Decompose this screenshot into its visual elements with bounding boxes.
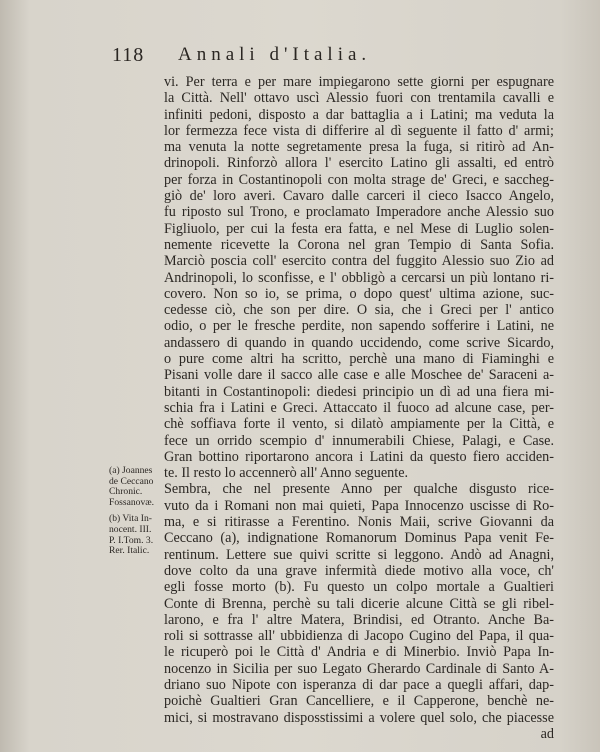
text-line: poichè Gualtieri Gran Cancelliere, e il Capperone, benchè ne- bbox=[164, 693, 554, 710]
text-line: schia fra i Latini e Greci. Attaccato il fuoco ad alcune case, per- bbox=[164, 399, 554, 416]
text-line: la Città. Nell' ottavo uscì Alessio fuori con trentamila cavalli e bbox=[164, 90, 554, 107]
text-line: chè soffiava forte il vento, si dilatò ampiamente per la Città, e bbox=[164, 416, 554, 433]
text-line: covero. Non so io, se prima, o dopo quest' ultima azione, suc- bbox=[164, 285, 554, 302]
text-line: mici, si mostravano disposstissimi a volere quel solo, che piacesse bbox=[164, 709, 554, 726]
text-line: lor fermezza fece vista di differire al dì seguente il fatto d' armi; bbox=[164, 122, 554, 139]
text-line: Figliuolo, per cui la festa era fatta, e nel Mese di Luglio solen- bbox=[164, 220, 554, 237]
text-line: Sembra, che nel presente Anno per qualche disgusto rice- bbox=[164, 481, 554, 498]
text-line: fece un orrido scempio d' innumerabili Chiese, Palagi, e Case. bbox=[164, 432, 554, 449]
text-line: cedesse ciò, che son per dire. O sia, che i Greci per l' antico bbox=[164, 302, 554, 319]
running-title: Annali d'Italia. bbox=[178, 44, 372, 65]
text-line: rentinum. Lettere sue quivi scritte si leggono. Andò ad Anagni, bbox=[164, 546, 554, 563]
note-line: (a) Joannes bbox=[109, 465, 153, 476]
text-line: te. Il resto lo accennerò all' Anno seguente. bbox=[164, 465, 409, 482]
text-line: ma venuta la notte segretamente presa la fuga, si ritirò ad An- bbox=[164, 139, 554, 156]
note-line: Rer. Italic. bbox=[109, 545, 150, 557]
text-line: dove colto da una grave infermità diede motivo alla voce, ch' bbox=[164, 562, 554, 579]
text-line: Andrinopoli, lo sconfisse, e l' obbligò a cercarsi un più lontano ri- bbox=[164, 269, 554, 286]
text-line: roli si sottrasse all' ubbidienza di Jacopo Cugino del Papa, il qua- bbox=[164, 628, 554, 645]
text-line: egli fosse morto (b). Fu questo un colpo mortale a Gualtieri bbox=[164, 579, 554, 596]
text-line: andassero di quando in quando uccidendo, come scrive Sicardo, bbox=[164, 334, 554, 351]
text-line: Marciò poscia coll' esercito contra del fuggito Alessio suo Zio ad bbox=[164, 253, 554, 270]
text-line: nocenzo in Sicilia per suo Legato Gherardo Cardinale di Santo A- bbox=[164, 660, 554, 677]
note-line: nocent. III. bbox=[109, 523, 152, 535]
text-line: Pisani volle dare il sacco alle case e alle Moschee de' Saraceni a- bbox=[164, 367, 554, 384]
text-line: infiniti pedoni, disposto a dar battaglia a i Latini; ma veduta la bbox=[164, 106, 554, 123]
marginal-note-a bbox=[109, 466, 165, 508]
note-line: P. I.Tom. 3. bbox=[109, 534, 154, 546]
note-line: de Ceccano bbox=[109, 475, 154, 487]
note-line: Chronic. bbox=[109, 486, 143, 498]
text-line: bitanti in Costantinopoli: diedesi principio un dì ad una fiera mi- bbox=[164, 383, 554, 400]
text-line: le ricuperò poi le Città d' Andria e di Minerbio. Inviò Papa In- bbox=[164, 644, 554, 661]
text-line: fu riposto sul Trono, e proclamato Imperadore anche Alessio suo bbox=[164, 204, 554, 221]
text-line: odio, o per le fresche perdite, non sapendo sofferire i Latini, ne bbox=[164, 318, 554, 335]
note-line: (b) Vita In- bbox=[109, 513, 152, 525]
text-line: per forza in Costantinopoli con molta strage de' Greci, e saccheg- bbox=[164, 171, 554, 188]
page-number: 118 bbox=[112, 44, 145, 66]
main-text-block bbox=[164, 74, 554, 742]
text-line: Conte di Brenna, perchè su tali dicerie alcune Città se gli ribel- bbox=[164, 595, 554, 612]
text-line: driano suo Nipote con isperanza di dar pace a quegli affari, dap- bbox=[164, 676, 554, 693]
text-line: larono, e fra l' altre Matera, Brindisi, ed Otranto. Anche Ba- bbox=[164, 611, 554, 628]
text-line: giò de' loro averi. Cavaro dalle carceri il cieco Isacco Angelo, bbox=[164, 188, 554, 205]
text-line: vi. Per terra e per mare impiegarono sette giorni per espugnare bbox=[164, 74, 554, 90]
text-line: o pure come altri ha scritto, perchè una mano di Fiaminghi e bbox=[164, 351, 554, 368]
text-line: nemente ricevette la Corona nel gran Tempio di Santa Sofia. bbox=[164, 236, 554, 253]
marginal-notes bbox=[109, 466, 165, 563]
text-line: Gran bottino riportarono ancora i Latini da questo fiero acciden- bbox=[164, 448, 554, 465]
note-line: Fossanovæ. bbox=[109, 496, 155, 508]
catchword: ad bbox=[540, 725, 554, 742]
marginal-note-b bbox=[109, 514, 165, 556]
text-line: drinopoli. Rinforzò allora l' esercito Latino gli assalti, ed entrò bbox=[164, 155, 554, 172]
text-line: vuto da i Romani non mai quieti, Papa Innocenzo uscisse di Ro- bbox=[164, 497, 554, 514]
page-header bbox=[112, 44, 552, 68]
text-line: ma, e si ritirasse a Ferentino. Nonis Maii, scrive Giovanni da bbox=[164, 514, 554, 531]
text-line: Ceccano (a), indignatione Romanorum Dominus Papa venit Fe- bbox=[164, 530, 554, 547]
